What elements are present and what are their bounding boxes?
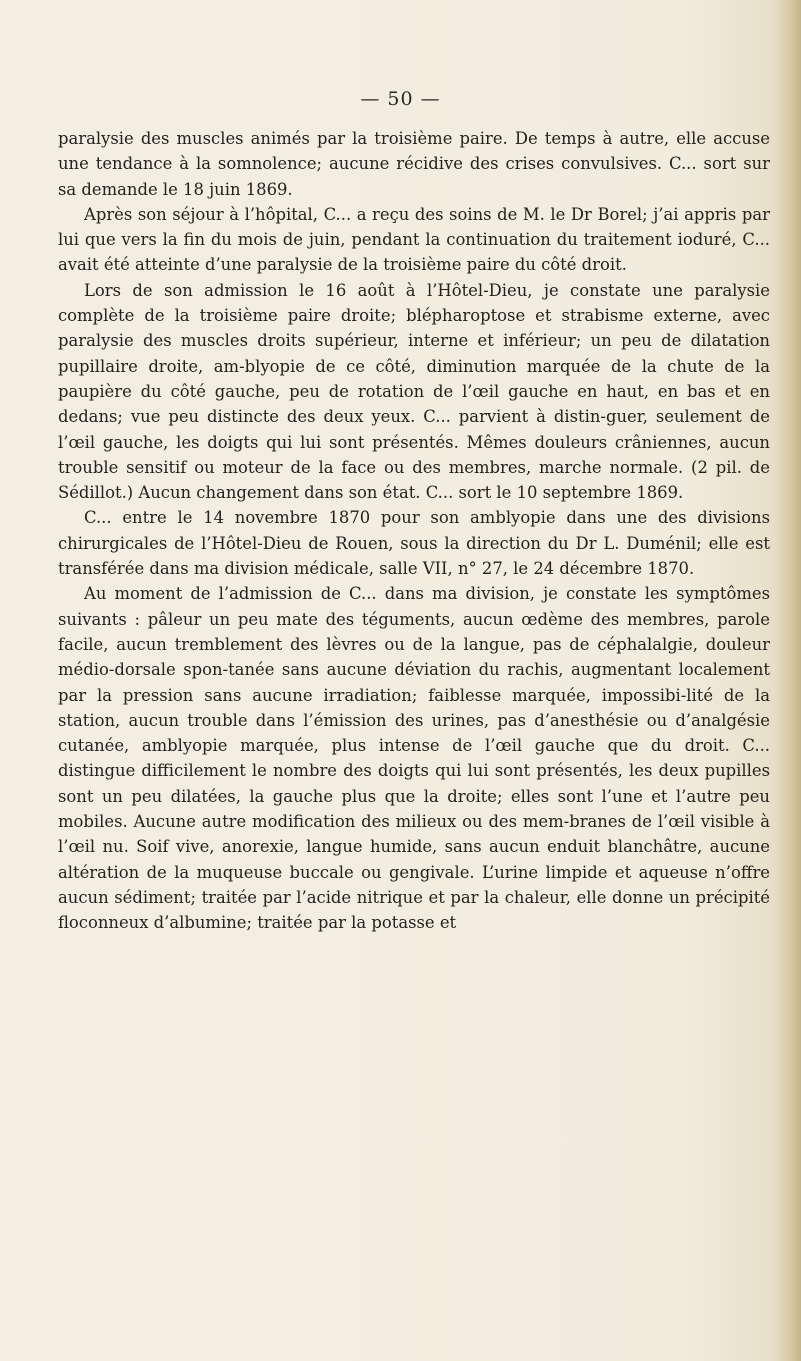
paragraph-4: C... entre le 14 novembre 1870 pour son amblyopie dans une des divisions chirurgicales de l’Hôtel-Dieu de Rouen, sous la direction du Dr L. Duménil; elle est transférée dans ma division médicale, salle VII, n° 27, le 24 décembre 1870. xyxy=(58,508,770,579)
body-text xyxy=(58,126,770,936)
paragraph-1: paralysie des muscles animés par la troisième paire. De temps à autre, elle accuse une tendance à la somnolence; aucune récidive des crises convulsives. C... sort sur sa demande le 18 juin 1869. xyxy=(58,129,770,199)
paragraph-3: Lors de son admission le 16 août à l’Hôtel-Dieu, je constate une paralysie complète de la troisième paire droite; blépharoptose et strabisme externe, avec paralysie des muscles droits supérieur, interne et inférieur; un peu de dilatation pupillaire droite, am-blyopie de ce côté, diminution marquée de la chute de la paupière du côté gauche, peu de rotation de l’œil gauche en haut, en bas et en dedans; vue peu distincte des deux yeux. C... parvient à distin-guer, seulement de l’œil gauche, les doigts qui lui sont présentés. Mêmes douleurs crâniennes, aucun trouble sensitif ou moteur de la face ou des membres, marche normale. (2 pil. de Sédillot.) Aucun changement dans son état. C... sort le 10 septembre 1869. xyxy=(58,280,770,503)
page-edge-shadow xyxy=(775,0,801,1361)
paragraph-5: Au moment de l’admission de C... dans ma division, je constate les symptômes suivants : pâleur un peu mate des téguments, aucun œdème des membres, parole facile, aucun tremblement des lèvres ou de la langue, pas de céphalalgie, douleur médio-dorsale spon-tanée sans aucune déviation du rachis, augmentant localement par la pression sans aucune irradiation; faiblesse marquée, impossibi-lité de la station, aucun trouble dans l’émission des urines, pas d’anesthésie ou d’analgésie cutanée, amblyopie marquée, plus intense de l’œil gauche que du droit. C... distingue difficilement le nombre des doigts qui lui sont présentés, les deux pupilles sont un peu dilatées, la gauche plus que la droite; elles sont l’une et l’autre peu mobiles. Aucune autre modification des milieux ou des mem-branes de l’œil visible à l’œil nu. Soif vive, anorexie, langue humide, sans aucun enduit blanchâtre, aucune altération de la muqueuse buccale ou gengivale. L’urine limpide et aqueuse n’offre aucun sédiment; traitée par l’acide nitrique et par la chaleur, elle donne un précipité floconneux d’albumine; traitée par la potasse et xyxy=(58,584,770,933)
paragraph-2: Après son séjour à l’hôpital, C... a reçu des soins de M. le Dr Borel; j’ai appris par lui que vers la fin du mois de juin, pendant la continuation du traitement ioduré, C... avait été atteinte d’une paralysie de la troisième paire du côté droit. xyxy=(58,204,770,275)
page-number: — 50 — xyxy=(360,88,441,110)
